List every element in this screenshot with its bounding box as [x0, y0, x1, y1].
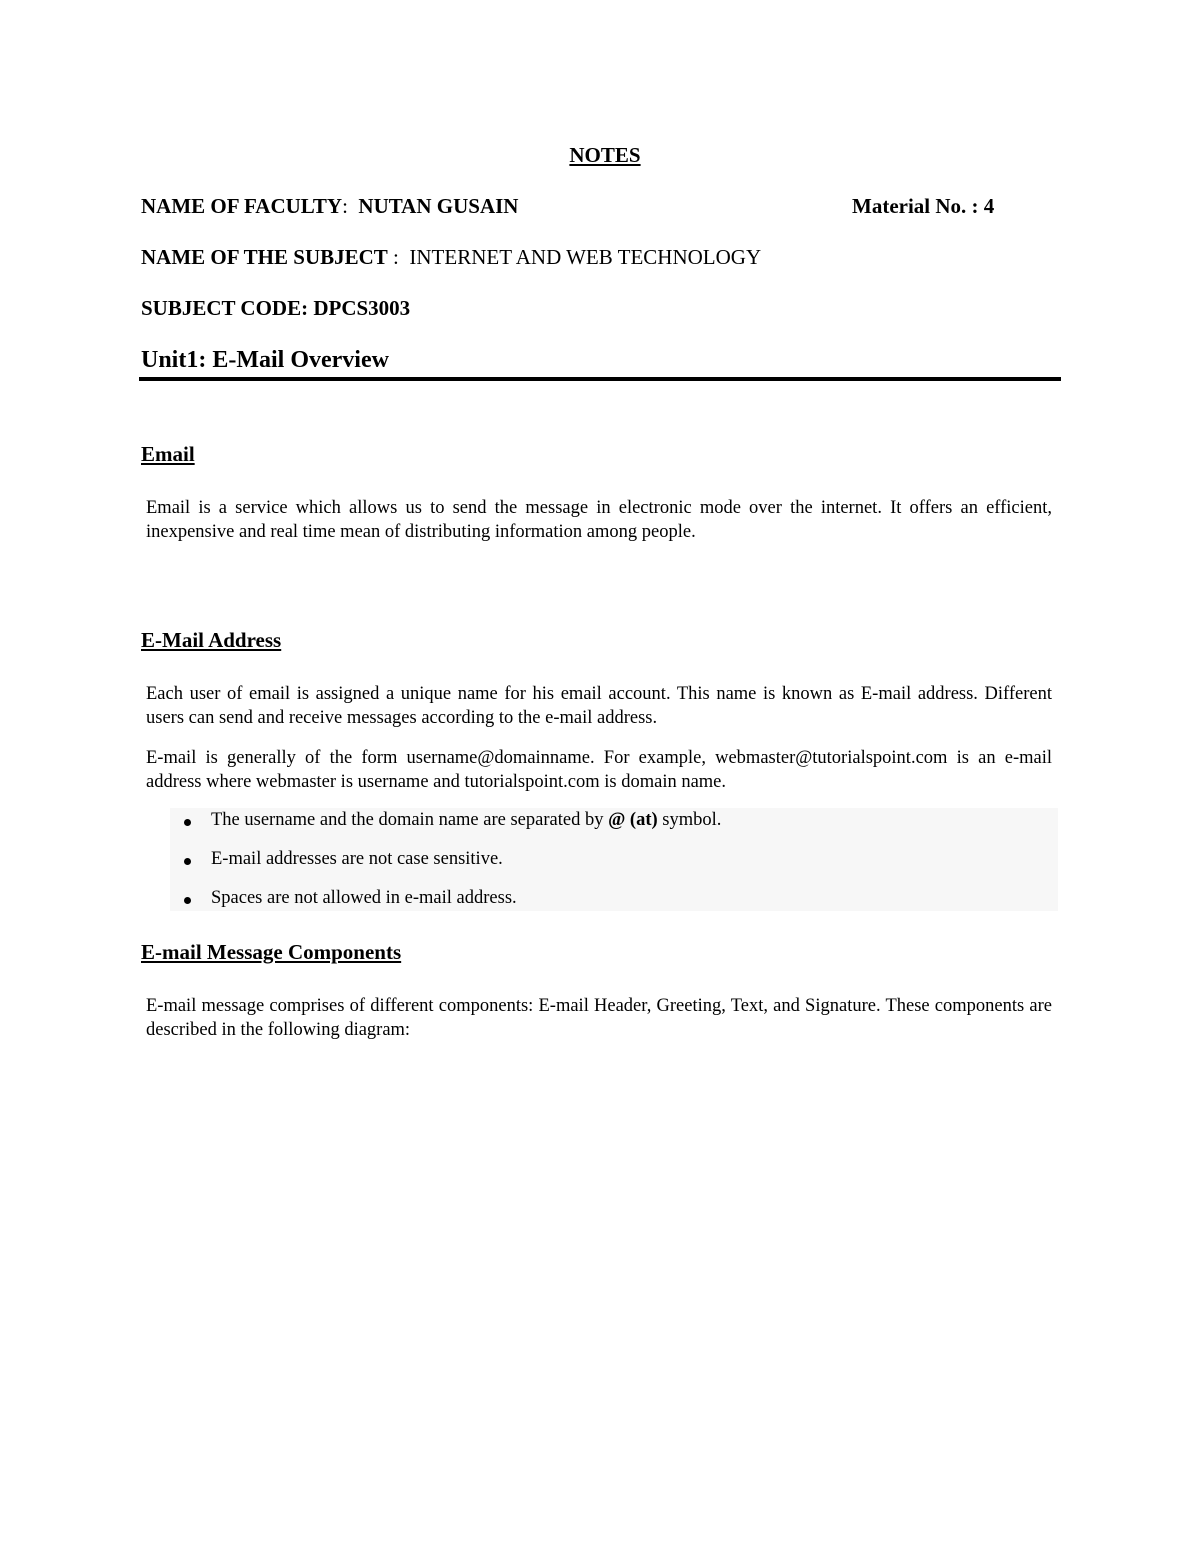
message-components-paragraph: E-mail message comprises of different components: E-mail Header, Greeting, Text, and Signature. These components are described in the following diagram: [146, 996, 1052, 1040]
message-components-heading: E-mail Message Components [141, 940, 402, 964]
bullet-text: Spaces are not allowed in e-mail address. [211, 888, 517, 908]
faculty-separator: : [342, 194, 348, 218]
subject-line [141, 245, 761, 270]
email-address-paragraph-2: E-mail is generally of the form username@domainname. For example, webmaster@tutorialspoint.com is an e-mail address where webmaster is username and tutorialspoint.com is domain name. [146, 748, 1052, 792]
email-heading: Email [141, 442, 195, 466]
subject-code-value: DPCS3003 [313, 296, 411, 320]
bullet-text: E-mail addresses are not case sensitive. [211, 849, 503, 869]
faculty-line [141, 194, 518, 219]
material-value: 4 [983, 194, 995, 218]
unit-heading: Unit1: E-Mail Overview [141, 347, 389, 373]
subject-code-label: SUBJECT CODE: [141, 296, 309, 320]
subject-label: NAME OF THE SUBJECT [141, 245, 388, 269]
email-address-heading: E-Mail Address [141, 628, 282, 652]
bullet-dot-icon [184, 858, 191, 865]
bullet-dot-icon [184, 819, 191, 826]
faculty-label: NAME OF FACULTY [141, 194, 343, 218]
email-paragraph: Email is a service which allows us to send the message in electronic mode over the internet. It offers an efficient, inexpensive and real time mean of distributing information among people. [146, 498, 1052, 542]
notes-title: NOTES [569, 143, 641, 167]
material-number [852, 194, 994, 219]
bullet-text-pre: The username and the domain name are separated by [211, 810, 609, 830]
bullet-text [211, 810, 721, 831]
subject-code-line [141, 296, 410, 321]
bullet-text-bold: @ (at) [608, 810, 658, 830]
unit-divider [139, 377, 1061, 381]
material-label: Material No. : [852, 194, 979, 218]
faculty-value: NUTAN GUSAIN [358, 194, 519, 218]
bullet-text-post: symbol. [657, 810, 722, 830]
subject-value: INTERNET AND WEB TECHNOLOGY [409, 245, 762, 269]
subject-separator: : [393, 245, 399, 269]
email-address-paragraph-1: Each user of email is assigned a unique name for his email account. This name is known as E-mail address. Different users can send and receive messages according to the e-mail address. [146, 684, 1052, 728]
bullet-dot-icon [184, 897, 191, 904]
